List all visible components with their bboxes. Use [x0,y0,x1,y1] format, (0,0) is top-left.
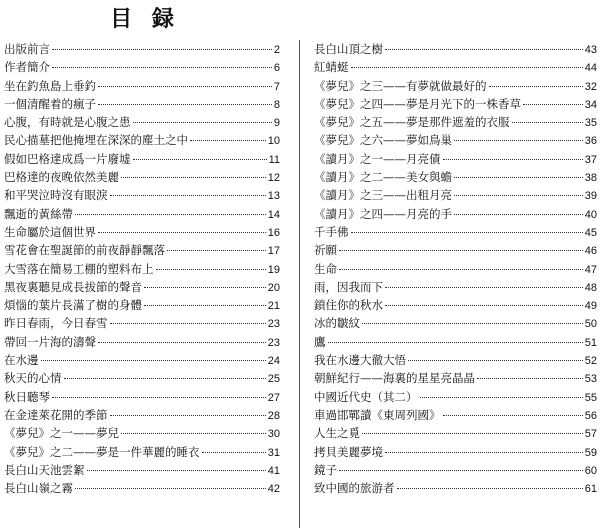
toc-entry [314,369,597,387]
toc-entry-title: 一個清醒着的瘋子 [4,96,96,111]
toc-entry-title: 出版前言 [4,42,50,56]
dot-leader [133,159,267,160]
dot-leader [144,305,266,306]
dot-leader [385,287,583,288]
toc-entry-title: 生命 [314,261,337,276]
toc-entry-page: 13 [267,190,280,203]
dot-leader [339,470,583,471]
toc-entry-title: 和平哭泣時沒有眼淚 [4,188,108,203]
toc-right-column [314,40,597,497]
toc-entry-title: 千手佛 [314,224,349,239]
toc-entry-page: 59 [584,446,597,459]
toc-entry-title: 《讀月》之二——美女與蟾 [314,170,452,185]
toc-entry-page: 48 [584,281,597,294]
toc-entry-title: 鎖住你的秋水 [314,298,383,313]
toc-entry-title: 致中國的旅游者 [314,481,395,496]
toc-entry-title: 煩惱的葉片長滿了樹的身體 [4,298,142,313]
toc-entry [4,186,280,204]
toc-entry [314,58,597,76]
toc-entry-page: 56 [584,409,597,422]
toc-entry-page: 19 [267,263,280,276]
toc-entry [4,58,280,76]
toc-entry [314,296,597,314]
toc-entry [314,406,597,424]
toc-entry-page: 35 [584,117,597,130]
toc-entry-page: 12 [267,172,280,185]
toc-entry-title: 心腹，有時就是心腹之患 [4,115,131,130]
dot-leader [144,287,266,288]
dot-leader [512,122,583,123]
toc-entry-title: 祈願 [314,243,337,258]
toc-entry-page: 10 [267,135,280,148]
dot-leader [156,269,266,270]
toc-entry-title: 《夢兒》之四——夢是月光下的一株香草 [314,96,521,111]
toc-entry [4,223,280,241]
toc-entry [4,461,280,479]
toc-entry-title: 車過邯鄲讀《東周列國》 [314,407,441,422]
toc-entry-title: 長白山天池雲絮 [4,462,85,477]
toc-left-column [4,40,280,497]
dot-leader [52,49,272,50]
toc-entry-page: 2 [273,44,280,56]
toc-entry-title: 中國近代史（其二） [314,389,418,404]
toc-entry [314,388,597,406]
toc-entry [4,77,280,95]
toc-entry [4,369,280,387]
toc-entry-page: 23 [267,336,280,349]
toc-entry [314,260,597,278]
toc-entry-title: 《夢兒》之一——夢兒 [4,426,119,441]
dot-leader [110,323,266,324]
dot-leader [397,488,583,489]
dot-leader [52,397,266,398]
toc-entry-title: 坐在釣魚島上垂釣 [4,78,96,93]
toc-entry [4,95,280,113]
toc-entry-title: 《讀月》之一——月亮債 [314,151,441,166]
toc-entry-title: 在金達萊花開的季節 [4,407,108,422]
toc-entry-page: 17 [267,245,280,258]
toc-entry-page: 7 [273,80,280,93]
toc-entry [314,314,597,332]
toc-entry-title: 飄逝的黃絲帶 [4,206,73,221]
toc-entry-title: 鷹 [314,334,326,349]
toc-entry [4,406,280,424]
dot-leader [121,177,266,178]
toc-entry-page: 14 [267,208,280,221]
toc-entry [314,113,597,131]
toc-entry-page: 53 [584,373,597,386]
toc-entry-title: 黑夜裏聽見成長拔節的聲音 [4,279,142,294]
toc-entry [314,351,597,369]
toc-entry [314,223,597,241]
toc-entry [4,205,280,223]
dot-leader [98,232,266,233]
toc-entry-title: 長白山嶺之霧 [4,481,73,496]
toc-entry [4,40,280,58]
toc-entry [4,424,280,442]
dot-leader [454,195,583,196]
dot-leader [523,104,583,105]
toc-entry-page: 60 [584,464,597,477]
toc-entry [4,443,280,461]
toc-entry-title: 《讀月》之三——出租月亮 [314,188,452,203]
toc-entry-title: 大雪落在簡易工棚的塑料布上 [4,261,154,276]
toc-entry-page: 20 [267,281,280,294]
page-title: 目 録 [110,7,180,32]
toc-entry-title: 長白山頂之樹 [314,42,383,56]
toc-entry [314,333,597,351]
toc-entry-title: 《讀月》之四——月亮的手 [314,206,452,221]
dot-leader [339,250,583,251]
toc-entry [4,150,280,168]
dot-leader [477,378,583,379]
dot-leader [454,140,583,141]
dot-leader [385,49,583,50]
dot-leader [110,195,266,196]
toc-entry [314,95,597,113]
toc-entry-title: 作者簡介 [4,60,50,75]
toc-entry-page: 9 [273,117,280,130]
toc-entry-page: 16 [267,226,280,239]
toc-entry-page: 23 [267,318,280,331]
toc-entry-title: 昨日春雨，今日春雪 [4,316,108,331]
toc-entry [4,260,280,278]
toc-entry [314,77,597,95]
dot-leader [362,323,583,324]
toc-entry-page: 42 [267,483,280,496]
dot-leader [328,342,583,343]
toc-entry-page: 43 [584,44,597,56]
toc-entry-title: 假如巴格達成爲一片廢墟 [4,151,131,166]
toc-entry [314,131,597,149]
toc-entry-page: 47 [584,263,597,276]
toc-entry [4,351,280,369]
toc-entry-page: 32 [584,80,597,93]
toc-entry-title: 冰的皺紋 [314,316,360,331]
toc-entry [314,205,597,223]
dot-leader [133,122,272,123]
toc-entry-page: 37 [584,153,597,166]
toc-entry-page: 11 [268,153,280,166]
toc-entry [4,479,280,497]
toc-entry-title: 《夢兒》之三——有夢就做最好的 [314,78,487,93]
dot-leader [202,452,266,453]
toc-entry-title: 秋天的心情 [4,371,62,386]
toc-entry [4,388,280,406]
dot-leader [351,232,583,233]
toc-entry [314,278,597,296]
toc-entry-page: 8 [273,98,280,111]
toc-entry [314,186,597,204]
toc-entry-title: 《夢兒》之五——夢是那件遮羞的衣服 [314,115,510,130]
dot-leader [443,159,583,160]
toc-entry-page: 21 [267,300,280,313]
dot-leader [98,104,272,105]
toc-entry-title: 雨，因我而下 [314,279,383,294]
toc-entry [4,278,280,296]
toc-entry-page: 34 [584,98,597,111]
dot-leader [420,397,583,398]
toc-entry-page: 6 [273,62,280,75]
dot-leader [98,342,266,343]
toc-entry-title: 《夢兒》之二——夢是一件華麗的睡衣 [4,444,200,459]
toc-entry-page: 27 [267,391,280,404]
toc-entry-title: 秋日聽琴 [4,389,50,404]
toc-entry [314,443,597,461]
toc-entry [4,168,280,186]
dot-leader [87,470,266,471]
dot-leader [52,67,272,68]
toc-entry-page: 61 [584,483,597,496]
toc-entry [4,241,280,259]
dot-leader [385,452,583,453]
dot-leader [454,214,583,215]
dot-leader [110,415,266,416]
toc-entry-page: 44 [584,62,597,75]
toc-entry-page: 46 [584,245,597,258]
toc-entry-page: 24 [267,355,280,368]
dot-leader [385,305,583,306]
column-divider [299,40,300,528]
toc-entry-title: 人生之覓 [314,426,360,441]
toc-entry-page: 39 [584,190,597,203]
toc-entry-page: 28 [267,409,280,422]
toc-entry-page: 30 [267,428,280,441]
dot-leader [443,415,583,416]
toc-entry-page: 51 [584,336,597,349]
toc-entry-title: 雪花會在聖誕節的前夜靜靜飄落 [4,243,165,258]
toc-entry-page: 38 [584,172,597,185]
toc-entry-title: 朝鮮紀行——海裏的星星亮晶晶 [314,371,475,386]
toc-entry [4,296,280,314]
dot-leader [351,67,583,68]
toc-entry-page: 55 [584,391,597,404]
dot-leader [41,360,266,361]
dot-leader [64,378,266,379]
toc-entry-title: 拷貝美麗夢境 [314,444,383,459]
toc-entry-title: 紅蜻蜓 [314,60,349,75]
toc-entry-page: 41 [267,464,280,477]
toc-entry [4,113,280,131]
toc-entry [314,461,597,479]
dot-leader [75,488,266,489]
toc-entry [4,131,280,149]
dot-leader [362,433,583,434]
toc-entry-title: 《夢兒》之六——夢如鳥巢 [314,133,452,148]
toc-entry-page: 40 [584,208,597,221]
toc-entry-title: 民心描墓把他掩埋在深深的塵土之中 [4,133,188,148]
toc-entry-title: 生命屬於這個世界 [4,224,96,239]
dot-leader [75,214,266,215]
dot-leader [339,269,583,270]
dot-leader [489,86,583,87]
toc-entry-title: 在水邊 [4,353,39,368]
toc-entry-page: 45 [584,226,597,239]
toc-entry-page: 57 [584,428,597,441]
toc-entry [314,150,597,168]
toc-entry [314,424,597,442]
dot-leader [454,177,583,178]
toc-entry-title: 帶回一片海的濤聲 [4,334,96,349]
dot-leader [190,140,266,141]
toc-entry-page: 36 [584,135,597,148]
toc-entry-page: 25 [267,373,280,386]
toc-entry-title: 我在水邊大徹大悟 [314,353,406,368]
dot-leader [167,250,266,251]
dot-leader [408,360,583,361]
toc-entry-page: 49 [584,300,597,313]
toc-entry [4,333,280,351]
toc-entry [314,241,597,259]
toc-entry [314,40,597,58]
toc-entry-title: 鏡子 [314,462,337,477]
toc-entry [314,168,597,186]
toc-entry [4,314,280,332]
toc-entry-title: 巴格達的夜晚依然美麗 [4,170,119,185]
toc-entry [314,479,597,497]
dot-leader [98,86,272,87]
toc-entry-page: 50 [584,318,597,331]
toc-entry-page: 52 [584,355,597,368]
toc-entry-page: 31 [267,446,280,459]
dot-leader [121,433,266,434]
